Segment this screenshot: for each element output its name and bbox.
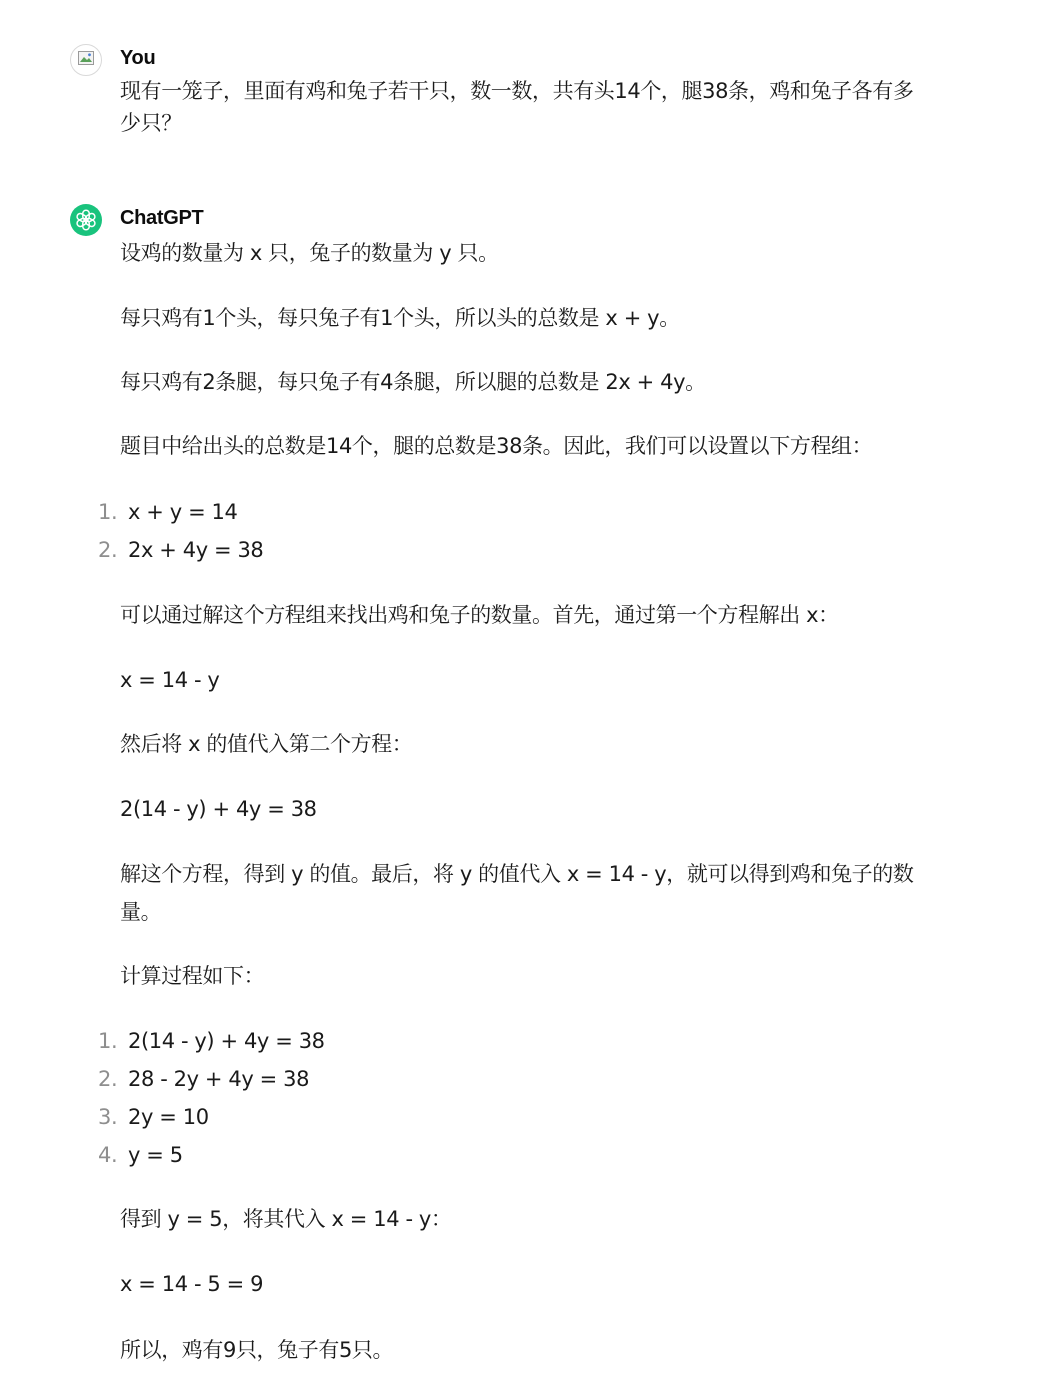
list-item-number: 1. bbox=[98, 1029, 118, 1053]
user-message-line-2: 少只？ bbox=[120, 111, 182, 135]
list-item-text: x + y = 14 bbox=[128, 500, 238, 524]
response-paragraph: 每只鸡有2条腿，每只兔子有4条腿，所以腿的总数是 2x + 4y。 bbox=[120, 370, 706, 394]
list-item-number: 4. bbox=[98, 1143, 118, 1167]
user-message bbox=[70, 44, 970, 154]
list-item-text: 2(14 - y) + 4y = 38 bbox=[128, 1029, 325, 1053]
list-item-text: 2y = 10 bbox=[128, 1105, 209, 1129]
list-item bbox=[98, 1139, 183, 1171]
list-item bbox=[98, 1101, 209, 1133]
list-item-number: 3. bbox=[98, 1105, 118, 1129]
list-item-number: 1. bbox=[98, 500, 118, 524]
list-item-text: y = 5 bbox=[128, 1143, 183, 1167]
response-paragraph: 题目中给出头的总数是14个，腿的总数是38条。因此，我们可以设置以下方程组： bbox=[120, 434, 873, 458]
response-paragraph: 设鸡的数量为 x 只，兔子的数量为 y 只。 bbox=[120, 241, 499, 265]
list-item-number: 2. bbox=[98, 1067, 118, 1091]
user-avatar[interactable] bbox=[70, 44, 102, 76]
response-paragraph: 解这个方程，得到 y 的值。最后，将 y 的值代入 x = 14 - y，就可以得到鸡和兔子的数 bbox=[120, 862, 914, 886]
user-author-name: You bbox=[120, 47, 156, 69]
assistant-author-name: ChatGPT bbox=[120, 207, 204, 229]
response-paragraph: 每只鸡有1个头，每只兔子有1个头，所以头的总数是 x + y。 bbox=[120, 306, 680, 330]
response-paragraph: 计算过程如下： bbox=[120, 964, 265, 988]
broken-image-icon bbox=[78, 51, 94, 65]
equation: 2(14 - y) + 4y = 38 bbox=[120, 797, 317, 821]
assistant-avatar bbox=[70, 204, 102, 236]
list-item bbox=[98, 1025, 325, 1057]
response-paragraph: 可以通过解这个方程组来找出鸡和兔子的数量。首先，通过第一个方程解出 x： bbox=[120, 603, 839, 627]
assistant-message bbox=[70, 204, 970, 1364]
list-item-text: 28 - 2y + 4y = 38 bbox=[128, 1067, 310, 1091]
list-item bbox=[98, 496, 237, 528]
list-item bbox=[98, 1063, 309, 1095]
list-item-number: 2. bbox=[98, 538, 118, 562]
equation: x = 14 - y bbox=[120, 668, 220, 692]
response-paragraph: 所以，鸡有9只，兔子有5只。 bbox=[120, 1338, 394, 1362]
response-paragraph: 得到 y = 5，将其代入 x = 14 - y： bbox=[120, 1207, 452, 1231]
list-item bbox=[98, 534, 263, 566]
response-paragraph: 然后将 x 的值代入第二个方程： bbox=[120, 732, 413, 756]
list-item-text: 2x + 4y = 38 bbox=[128, 538, 264, 562]
equation: x = 14 - 5 = 9 bbox=[120, 1272, 264, 1296]
response-paragraph: 量。 bbox=[120, 900, 162, 924]
openai-logo-icon bbox=[70, 204, 102, 236]
user-message-line-1: 现有一笼子，里面有鸡和兔子若干只，数一数，共有头14个，腿38条，鸡和兔子各有多 bbox=[120, 79, 914, 103]
